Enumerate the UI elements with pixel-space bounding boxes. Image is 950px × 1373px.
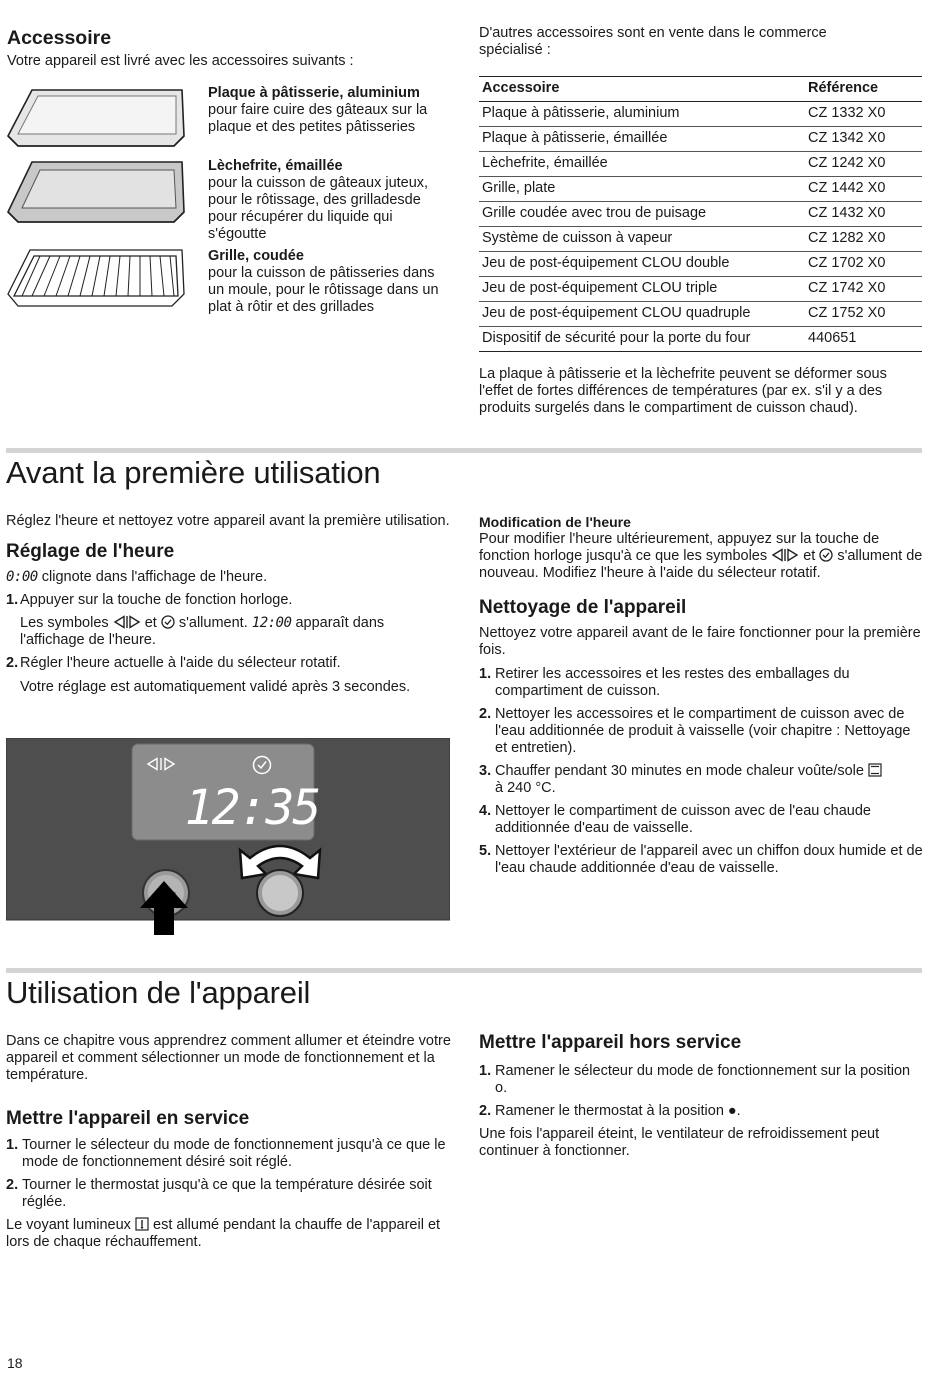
table-row xyxy=(479,102,922,127)
table-row xyxy=(479,252,922,277)
wire-rack-icon xyxy=(8,250,184,306)
step-text: Ramener le thermostat à la position ●. xyxy=(495,1103,741,1119)
nettoyage-intro: Nettoyez votre appareil avant de le faire fonctionner pour la première fois. xyxy=(479,625,921,658)
reglage-steps xyxy=(6,592,451,696)
list-item xyxy=(6,1177,451,1211)
arrows-left-right-icon xyxy=(771,548,799,562)
accessory-name: Lèchefrite, émaillée xyxy=(208,158,343,174)
table-cell: 440651 xyxy=(805,327,922,352)
nettoyage-steps xyxy=(479,666,924,877)
accessory-item xyxy=(208,85,453,136)
top-bottom-heat-icon xyxy=(868,763,882,777)
avant-left xyxy=(6,513,451,696)
arrows-left-right-icon xyxy=(113,615,141,629)
blink-text: clignote dans l'affichage de l'heure. xyxy=(41,569,268,585)
table-cell: CZ 1332 X0 xyxy=(805,102,922,127)
service-title: Mettre l'appareil en service xyxy=(6,1108,250,1129)
utilisation-title: Utilisation de l'appareil xyxy=(6,975,311,1010)
table-cell: CZ 1442 X0 xyxy=(805,177,922,202)
step-text: Nettoyer le compartiment de cuisson avec de l'eau chaude additionnée d'eau de vaisselle. xyxy=(495,803,871,836)
table-cell: CZ 1282 X0 xyxy=(805,227,922,252)
table-cell: Jeu de post-équipement CLOU quadruple xyxy=(479,302,805,327)
hors-note: Une fois l'appareil éteint, le ventilateur de refroidissement peut continuer à fonctionner. xyxy=(479,1126,880,1159)
table-cell: Plaque à pâtisserie, aluminium xyxy=(479,102,805,127)
table-cell: CZ 1342 X0 xyxy=(805,127,922,152)
step-text: Retirer les accessoires et les restes des emballages du compartiment de cuisson. xyxy=(495,666,850,699)
step-text: Ramener le sélecteur du mode de fonctionnement sur la position o. xyxy=(495,1063,911,1096)
table-cell: Plaque à pâtisserie, émaillée xyxy=(479,127,805,152)
hors-title: Mettre l'appareil hors service xyxy=(479,1032,742,1053)
utilisation-header xyxy=(6,975,906,1011)
reglage-title: Réglage de l'heure xyxy=(6,541,175,562)
accessory-item xyxy=(208,248,453,316)
table-row xyxy=(479,327,922,352)
table-row xyxy=(479,227,922,252)
step-text: Appuyer sur la touche de fonction horloge. xyxy=(20,592,293,608)
list-item xyxy=(479,1063,924,1097)
list-item xyxy=(479,803,924,837)
accessory-name: Plaque à pâtisserie, aluminium xyxy=(208,85,420,101)
table-cell: Grille coudée avec trou de puisage xyxy=(479,202,805,227)
table-row xyxy=(479,127,922,152)
table-cell: Lèchefrite, émaillée xyxy=(479,152,805,177)
step-number: 5. xyxy=(479,843,492,859)
other-accessories-intro: D'autres accessoires sont en vente dans le commerce spécialisé : xyxy=(479,25,827,58)
table-cell: Système de cuisson à vapeur xyxy=(479,227,805,252)
list-item xyxy=(479,1103,924,1120)
step-result-text: et xyxy=(144,615,157,631)
accessory-desc: pour faire cuire des gâteaux sur la plaque et des petites pâtisseries xyxy=(208,102,428,135)
hors-steps xyxy=(479,1063,924,1120)
step-number: 1. xyxy=(6,1137,19,1153)
step-number: 2. xyxy=(6,655,19,671)
table-cell: Grille, plate xyxy=(479,177,805,202)
step-text: Nettoyer l'extérieur de l'appareil avec un chiffon doux humide et de l'eau chaude additionnée d'eau de vaisselle. xyxy=(495,843,923,876)
step-result-text: Les symboles xyxy=(20,615,109,631)
step-number: 3. xyxy=(479,763,492,779)
accessory-item xyxy=(208,158,453,243)
step xyxy=(6,592,451,609)
accessory-name: Grille, coudée xyxy=(208,248,304,264)
table-row xyxy=(479,277,922,302)
enamel-tray-icon xyxy=(8,162,184,222)
step-result xyxy=(6,615,451,649)
list-item xyxy=(479,763,924,797)
table-header-reference: Référence xyxy=(805,77,922,102)
utilisation-left xyxy=(6,1033,451,1251)
step-number: 2. xyxy=(479,1103,492,1119)
panel-time-display: 12:35 xyxy=(184,780,320,836)
modif-text xyxy=(479,531,924,582)
accessoire-title: Accessoire xyxy=(7,27,112,49)
avant-header xyxy=(6,455,906,491)
table-row xyxy=(479,302,922,327)
step-text: Régler l'heure actuelle à l'aide du sélecteur rotatif. xyxy=(20,655,341,671)
deformation-note: La plaque à pâtisserie et la lèchefrite peuvent se déformer sous l'effet de fortes différences de températures (par ex. s'il y a des produits surgelés dans le compartiment de cuisson chaud). xyxy=(479,366,887,416)
step-number: 1. xyxy=(6,592,19,608)
utilisation-intro: Dans ce chapitre vous apprendrez comment allumer et éteindre votre appareil et comment sélectionner un mode de fonctionnement et la température. xyxy=(6,1033,451,1083)
accessoire-intro: Votre appareil est livré avec les accessoires suivants : xyxy=(7,53,354,69)
list-item xyxy=(6,1137,451,1171)
table-cell: CZ 1432 X0 xyxy=(805,202,922,227)
table-cell: CZ 1742 X0 xyxy=(805,277,922,302)
modif-text-part: et xyxy=(803,548,816,564)
voyant-text-part: est allumé pendant la chauffe de l'appareil et lors de chaque réchauffement. xyxy=(6,1217,441,1250)
table-cell: CZ 1702 X0 xyxy=(805,252,922,277)
table-row xyxy=(479,177,922,202)
clock-icon xyxy=(819,548,833,562)
step-number: 2. xyxy=(479,706,492,722)
list-item xyxy=(479,843,924,877)
step-result-text: apparaît dans l'affichage de l'heure. xyxy=(20,615,385,648)
heating-indicator-icon xyxy=(135,1217,149,1231)
section-divider xyxy=(6,968,922,973)
accessory-desc: pour la cuisson de gâteaux juteux, pour le rôtissage, des grilladesde pour récupérer du liquide qui s'égoutte xyxy=(208,175,429,242)
avant-right xyxy=(479,514,924,883)
step-number: 1. xyxy=(479,666,492,682)
modif-text-part: Pour modifier l'heure ultérieurement, appuyez sur la touche de fonction horloge jusqu'à ce que les symboles xyxy=(479,531,880,564)
step-result-text: s'allument. xyxy=(178,615,248,631)
table-cell: Jeu de post-équipement CLOU double xyxy=(479,252,805,277)
section-divider xyxy=(6,448,922,453)
table-cell: Dispositif de sécurité pour la porte du four xyxy=(479,327,805,352)
step-result: Votre réglage est automatiquement validé après 3 secondes. xyxy=(20,679,411,695)
accessory-descriptions xyxy=(208,85,453,316)
step-text: à 240 °C. xyxy=(495,780,556,796)
avant-title: Avant la première utilisation xyxy=(6,455,381,490)
step-text: Tourner le sélecteur du mode de fonctionnement jusqu'à ce que le mode de fonctionnement désiré soit réglé. xyxy=(22,1137,446,1170)
modif-title: Modification de l'heure xyxy=(479,514,631,530)
table-row xyxy=(479,202,922,227)
modif-text-part: s'allument de nouveau. Modifiez l'heure à l'aide du sélecteur rotatif. xyxy=(479,548,923,581)
clock-icon xyxy=(161,615,175,629)
step-number: 1. xyxy=(479,1063,492,1079)
accessoire-left xyxy=(7,26,447,70)
step-text: Tourner le thermostat jusqu'à ce que la température désirée soit réglée. xyxy=(22,1177,432,1210)
accessories-table xyxy=(479,76,922,352)
table-row xyxy=(479,152,922,177)
accessoire-right xyxy=(479,25,922,417)
page-number: 18 xyxy=(7,1355,23,1371)
step-text: Chauffer pendant 30 minutes en mode chaleur voûte/sole xyxy=(495,763,864,779)
utilisation-right xyxy=(479,1031,924,1160)
step xyxy=(6,655,451,672)
display-code: 0:00 xyxy=(6,569,38,585)
display-code: 12:00 xyxy=(251,615,292,631)
aluminium-tray-icon xyxy=(8,90,184,146)
accessory-desc: pour la cuisson de pâtisseries dans un moule, pour le rôtissage dans un plat à rôtir et des grillades xyxy=(208,265,439,315)
avant-intro: Réglez l'heure et nettoyez votre appareil avant la première utilisation. xyxy=(6,513,450,529)
table-cell: CZ 1752 X0 xyxy=(805,302,922,327)
step-number: 4. xyxy=(479,803,492,819)
table-cell: Jeu de post-équipement CLOU triple xyxy=(479,277,805,302)
nettoyage-title: Nettoyage de l'appareil xyxy=(479,597,687,618)
control-panel-illustration xyxy=(6,738,450,935)
table-header-accessoire: Accessoire xyxy=(479,77,805,102)
voyant-text-part: Le voyant lumineux xyxy=(6,1217,131,1233)
service-steps xyxy=(6,1137,451,1211)
step-number: 2. xyxy=(6,1177,19,1193)
list-item xyxy=(479,706,924,757)
accessory-illustrations xyxy=(4,86,190,312)
voyant-text xyxy=(6,1217,451,1251)
table-cell: CZ 1242 X0 xyxy=(805,152,922,177)
step-text: Nettoyer les accessoires et le compartiment de cuisson avec de l'eau additionnée de produit à vaisselle (voir chapitre : Nettoyage et entretien). xyxy=(495,706,911,756)
blink-line xyxy=(6,569,451,586)
list-item xyxy=(479,666,924,700)
